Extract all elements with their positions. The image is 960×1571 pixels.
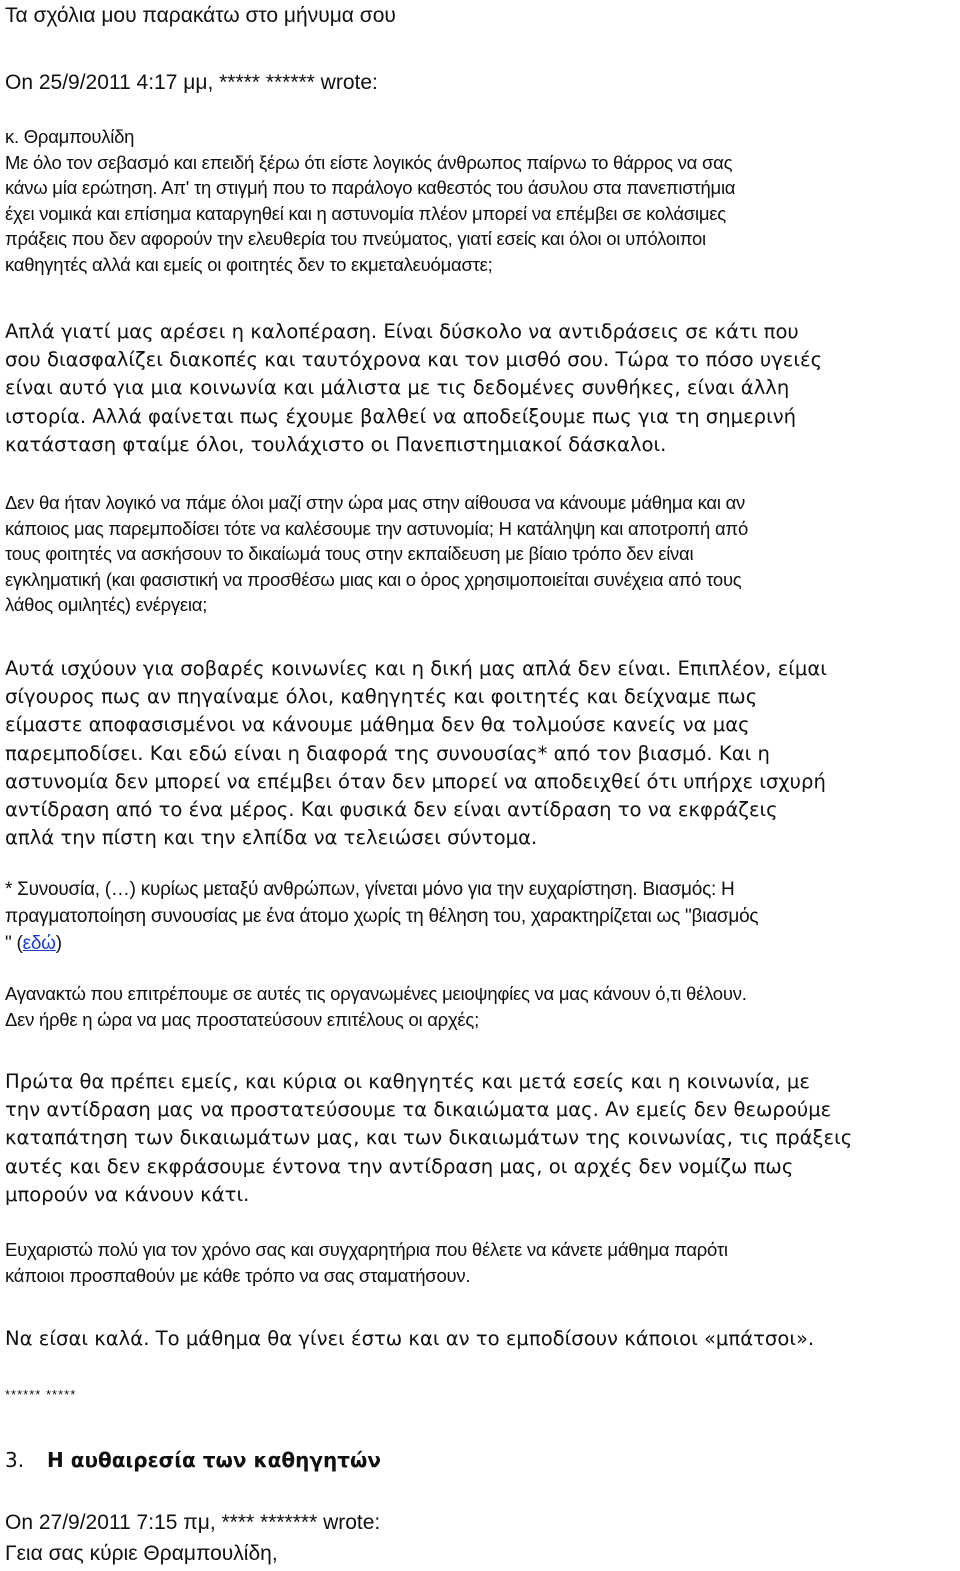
footnote: * Συνουσία, (…) κυρίως μεταξύ ανθρώπων, γίνεται μόνο για την ευχαρίστηση. Βιασμός: Η πραγματοποίηση συνουσίας με ένα άτομο χωρίς τη θέληση του, χαρακτηρίζεται ως "βιασμός " (εδώ) bbox=[5, 879, 759, 954]
paragraph-line: αντίδραση από το ένα μέρος. Και φυσικά δεν είναι αντίδραση το να εκφράζεις bbox=[5, 798, 778, 822]
paragraph-line: ιστορία. Αλλά φαίνεται πως έχουμε βαλθεί να αποδείξουμε πως για τη σημερινή bbox=[5, 404, 797, 428]
section-title: Η αυθαιρεσία των καθηγητών bbox=[47, 1448, 382, 1472]
paragraph-line: Αγανακτώ που επιτρέπουμε σε αυτές τις οργανωμένες μειοψηφίες να μας κάνουν ό,τι θέλουν. bbox=[5, 983, 747, 1004]
student-question bbox=[5, 490, 748, 618]
paragraph-line: καταπάτηση των δικαιωμάτων μας, και των δικαιωμάτων της κοινωνίας, τις πράξεις bbox=[5, 1126, 853, 1150]
paragraph-line: Απλά γιατί μας αρέσει η καλοπέραση. Είναι δύσκολο να αντιδράσεις σε κάτι που bbox=[5, 320, 799, 343]
paragraph-line: Πρώτα θα πρέπει εμείς, και κύρια οι καθηγητές και μετά εσείς και η κοινωνία, με bbox=[5, 1070, 810, 1093]
paragraph-line: Αυτά ισχύουν για σοβαρές κοινωνίες και η δική μας απλά δεν είναι. Επιπλέον, είμαι bbox=[5, 657, 827, 680]
professor-reply bbox=[5, 318, 822, 459]
paragraph-line: σίγουρος πως αν πηγαίναμε όλοι, καθηγητές και φοιτητές και δείχναμε πως bbox=[5, 685, 758, 709]
professor-reply bbox=[5, 1068, 852, 1209]
section-number: 3. bbox=[5, 1448, 25, 1472]
paragraph-line: είναι αυτό για μια κοινωνία και μάλιστα με τις δεδομένες συνθήκες, είναι άλλη bbox=[5, 376, 790, 400]
greeting: Γεια σας κύριε Θραμπουλίδη, bbox=[5, 1542, 278, 1565]
paragraph-line: παρεμποδίσει. Και εδώ είναι η διαφορά της συνουσίας* από τον βιασμό. Και η bbox=[5, 741, 770, 765]
paragraph-line: κάποιοι προσπαθούν με κάθε τρόπο να σας σταματήσουν. bbox=[5, 1264, 471, 1286]
source-link[interactable]: εδώ bbox=[22, 933, 56, 954]
paragraph-line: κ. Θραμπουλίδη bbox=[5, 126, 135, 147]
paragraph-line: έχει νομικά και επίσημα καταργηθεί και η αστυνομία πλέον μπορεί να επέμβει σε κολάσιμες bbox=[5, 202, 726, 224]
paragraph-line: απλά την πίστη και την ελπίδα να τελειώσει σύντομα. bbox=[5, 826, 538, 850]
paragraph-line: κατάσταση φταίμε όλοι, τουλάχιστο οι Πανεπιστημιακοί δάσκαλοι. bbox=[5, 432, 667, 456]
paragraph-line: λάθος ομιλητές) ενέργεια; bbox=[5, 594, 208, 616]
paragraph-line: Δεν θα ήταν λογικό να πάμε όλοι μαζί στην ώρα μας στην αίθουσα να κάνουμε μάθημα και αν bbox=[5, 492, 746, 513]
signature: ****** ***** bbox=[5, 1387, 77, 1402]
professor-closing: Να είσαι καλά. Το μάθημα θα γίνει έστω και αν το εμποδίσουν κάποιοι «μπάτσοι». bbox=[5, 1327, 815, 1350]
section-heading bbox=[5, 1446, 381, 1474]
paragraph-line: αστυνομία δεν μπορεί να επέμβει όταν δεν μπορεί να αποδειχθεί ότι υπήρχε ισχυρή bbox=[5, 769, 826, 793]
student-thanks bbox=[5, 1237, 728, 1288]
quote-header: On 27/9/2011 7:15 πμ, **** ******* wrote: bbox=[5, 1511, 381, 1534]
intro-line: Τα σχόλια μου παρακάτω στο μήνυμα σου bbox=[5, 4, 396, 27]
student-question bbox=[5, 124, 735, 278]
paragraph-line: κάποιος μας παρεμποδίσει τότε να καλέσουμε την αστυνομία; Η κατάληψη και αποτροπή από bbox=[5, 517, 748, 539]
paragraph-line: Δεν ήρθε η ώρα να μας προστατεύσουν επιτέλους οι αρχές; bbox=[5, 1008, 479, 1030]
paragraph-line: τους φοιτητές να ασκήσουν το δικαίωμά τους στην εκπαίδευση με βίαιο τρόπο δεν είναι bbox=[5, 543, 694, 565]
paragraph-line: κάνω μία ερώτηση. Απ' τη στιγμή που το παράλογο καθεστός του άσυλου στα πανεπιστήμια bbox=[5, 177, 736, 199]
paragraph-line: εγκληματική (και φασιστική να προσθέσω μιας και ο όρος χρησιμοποιείται συνέχεια από τους bbox=[5, 568, 742, 590]
paragraph-line: Ευχαριστώ πολύ για τον χρόνο σας και συγχαρητήρια που θέλετε να κάνετε μάθημα παρότι bbox=[5, 1239, 728, 1260]
quote-header: On 25/9/2011 4:17 μμ, ***** ****** wrote: bbox=[5, 71, 378, 94]
paragraph-line: είμαστε αποφασισμένοι να κάνουμε μάθημα δεν θα τολμούσε κανείς να μας bbox=[5, 713, 750, 737]
paragraph-line: Με όλο τον σεβασμό και επειδή ξέρω ότι είστε λογικός άνθρωπος παίρνω το θάρρος να σας bbox=[5, 151, 733, 173]
paragraph-line: την αντίδραση μας να προστατεύσουμε τα δικαιώματα μας. Αν εμείς δεν θεωρούμε bbox=[5, 1098, 832, 1122]
paragraph-line: μπορούν να κάνουν κάτι. bbox=[5, 1182, 250, 1206]
paragraph-line: καθηγητές αλλά και εμείς οι φοιτητές δεν το εκμεταλευόμαστε; bbox=[5, 253, 493, 275]
paragraph-line: αυτές και δεν εκφράσουμε έντονα την αντίδραση μας, οι αρχές δεν νομίζω πως bbox=[5, 1154, 794, 1178]
professor-reply bbox=[5, 655, 827, 852]
paragraph-line: σου διασφαλίζει διακοπές και ταυτόχρονα και τον μισθό σου. Τώρα το πόσο υγειές bbox=[5, 348, 823, 372]
student-question bbox=[5, 981, 747, 1032]
paragraph-line: πράξεις που δεν αφορούν την ελευθερία του πνεύματος, γιατί εσείς και όλοι οι υπόλοιποι bbox=[5, 228, 706, 250]
